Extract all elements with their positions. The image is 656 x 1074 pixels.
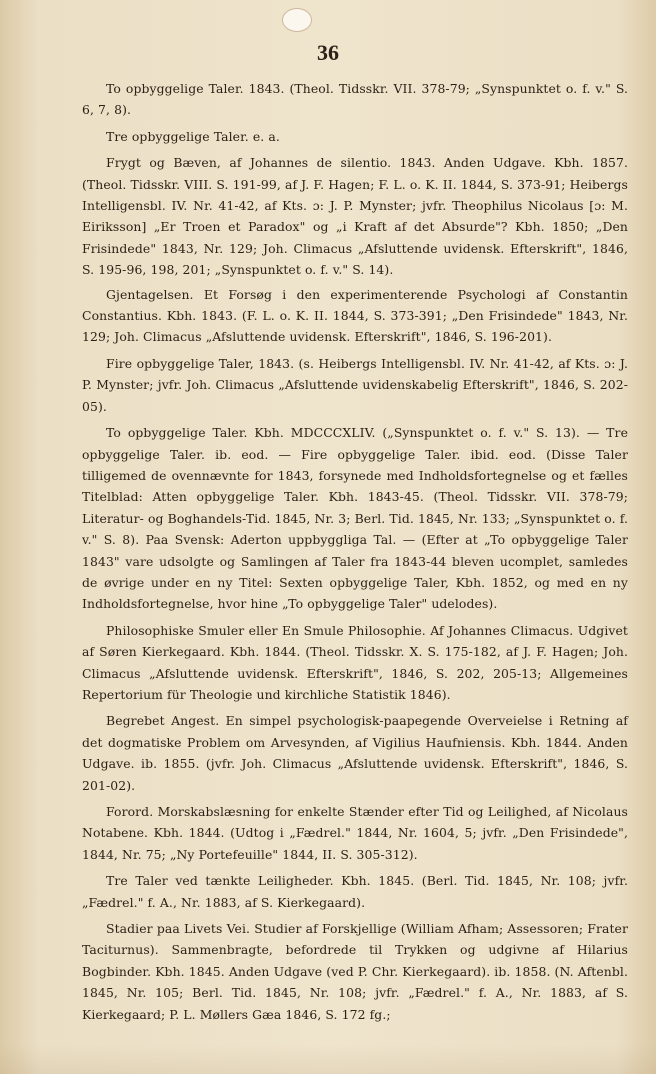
entry-tre-opbyggelige-taler: Tre opbyggelige Taler. e. a. <box>106 128 280 144</box>
entry-philosophiske-smuler: Philosophiske Smuler eller En Smule Philosophie. Af Johannes Climacus. Udgivet af Søren Kierkegaard. Kbh. 1844. (Theol. Tidsskr. X. S. 175-182, af J. F. Hagen; Joh. Climacus „Afsluttende uvidensk. Efterskrift", 1846, S. 202, 205-13; Allgemeines Repertorium für Theologie und kirchliche Statistik 1846). <box>82 622 628 702</box>
page-number: 36 <box>317 40 339 65</box>
entry-stadier-paa-livets-vei: Stadier paa Livets Vei. Studier af Forskjellige (William Afham; Assessoren; Frater Taciturnus). Sammenbragte, befordrede til Trykken og udgivne af Hilarius Bogbinder. Kbh. 1845. Anden Udgave (ved P. Chr. Kierkegaard). ib. 1858. (N. Aftenbl. 1845, Nr. 105; Berl. Tid. 1845, Nr. 108; jvfr. „Fædrel." f. A., Nr. 1883, af S. Kierkegaard; P. L. Møllers Gæa 1846, S. 172 fg.; <box>82 921 628 1022</box>
page-edge-shade <box>0 1044 656 1074</box>
entry-fire-opbyggelige-taler: Fire opbyggelige Taler, 1843. (s. Heibergs Intelligensbl. IV. Nr. 41-42, af Kts. ɔ: J. P. Mynster; jvfr. Joh. Climacus „Afsluttende uvidenskabelig Efterskrift", 1846, S. 202-05). <box>82 355 628 414</box>
entry-forord: Forord. Morskabslæsning for enkelte Stænder efter Tid og Leilighed, af Nicolaus Notabene. Kbh. 1844. (Udtog i „Fædrel." 1844, Nr. 1604, 5; jvfr. „Den Frisindede", 1844, Nr. 75; „Ny Portefeuille" 1844, II. S. 305-312). <box>82 804 628 862</box>
entry-tre-taler: Tre Taler ved tænkte Leiligheder. Kbh. 1845. (Berl. Tid. 1845, Nr. 108; jvfr. „Fædrel." f. A., Nr. 1883, af S. Kierkegaard). <box>82 873 628 910</box>
entry-begrebet-angest: Begrebet Angest. En simpel psychologisk-paapegende Overveielse i Retning af det dogmatiske Problem om Arvesynden, af Vigilius Haufniensis. Kbh. 1844. Anden Udgave. ib. 1855. (jvfr. Joh. Climacus „Afsluttende uvidensk. Efterskrift", 1846, S. 201-02). <box>82 713 628 793</box>
entry-to-opbyggelige-taler-1844: To opbyggelige Taler. Kbh. MDCCCXLIV. („Synspunktet o. f. v." S. 13). — Tre opbyggelige Taler. ib. eod. — Fire opbyggelige Taler. ibid. eod. (Disse Taler tilligemed de ovennævnte for 1843, forsynede med Indholdsfortegnelse og et fælles Titelblad: Atten opbyggelige Taler. Kbh. 1843-45. (Theol. Tidsskr. VII. 378-79; Literatur- og Boghandels-Tid. 1845, Nr. 3; Berl. Tid. 1845, Nr. 133; „Synspunktet o. f. v." S. 8). Paa Svensk: Aderton uppbyggliga Tal. — (Efter at „To opbyggelige Taler 1843" vare udsolgte og Samlingen af Taler fra 1843-44 bleven ucomplet, samledes de øvrige under en ny Titel: Sexten opbyggelige Taler, Kbh. 1852, og med en ny Indholdsfortegnelse, hvor hine „To opbyggelige Taler" udelodes). <box>82 425 628 612</box>
bibliography-text <box>82 78 628 1030</box>
entry-frygt-og-baeven: Frygt og Bæven, af Johannes de silentio. 1843. Anden Udgave. Kbh. 1857. (Theol. Tidsskr. VIII. S. 191-99, af J. F. Hagen; F. L. o. K. II. 1844, S. 373-91; Heibergs Intelligensbl. IV. Nr. 41-42, af Kts. ɔ: J. P. Mynster; jvfr. Theophilus Nicolaus [ɔ: M. Eiriksson] „Er Troen et Paradox" og „i Kraft af det Absurde"? Kbh. 1850; „Den Frisindede" 1843, Nr. 129; Joh. Climacus „Afsluttende uvidensk. Efterskrift", 1846, S. 195-96, 198, 201; „Synspunktet o. f. v." S. 14). <box>82 155 628 278</box>
entry-to-opbyggelige-taler-1843: To opbyggelige Taler. 1843. (Theol. Tidsskr. VII. 378-79; „Synspunktet o. f. v." S. 6, 7, 8). <box>82 81 628 118</box>
punch-hole <box>282 8 312 32</box>
entry-gjentagelsen: Gjentagelsen. Et Forsøg i den experimenterende Psychologi af Constantin Constantius. Kbh. 1843. (F. L. o. K. II. 1844, S. 373-391; „Den Frisindede" 1843, Nr. 129; Joh. Climacus „Afsluttende uvidensk. Efterskrift", 1846, S. 196-201). <box>82 286 628 345</box>
